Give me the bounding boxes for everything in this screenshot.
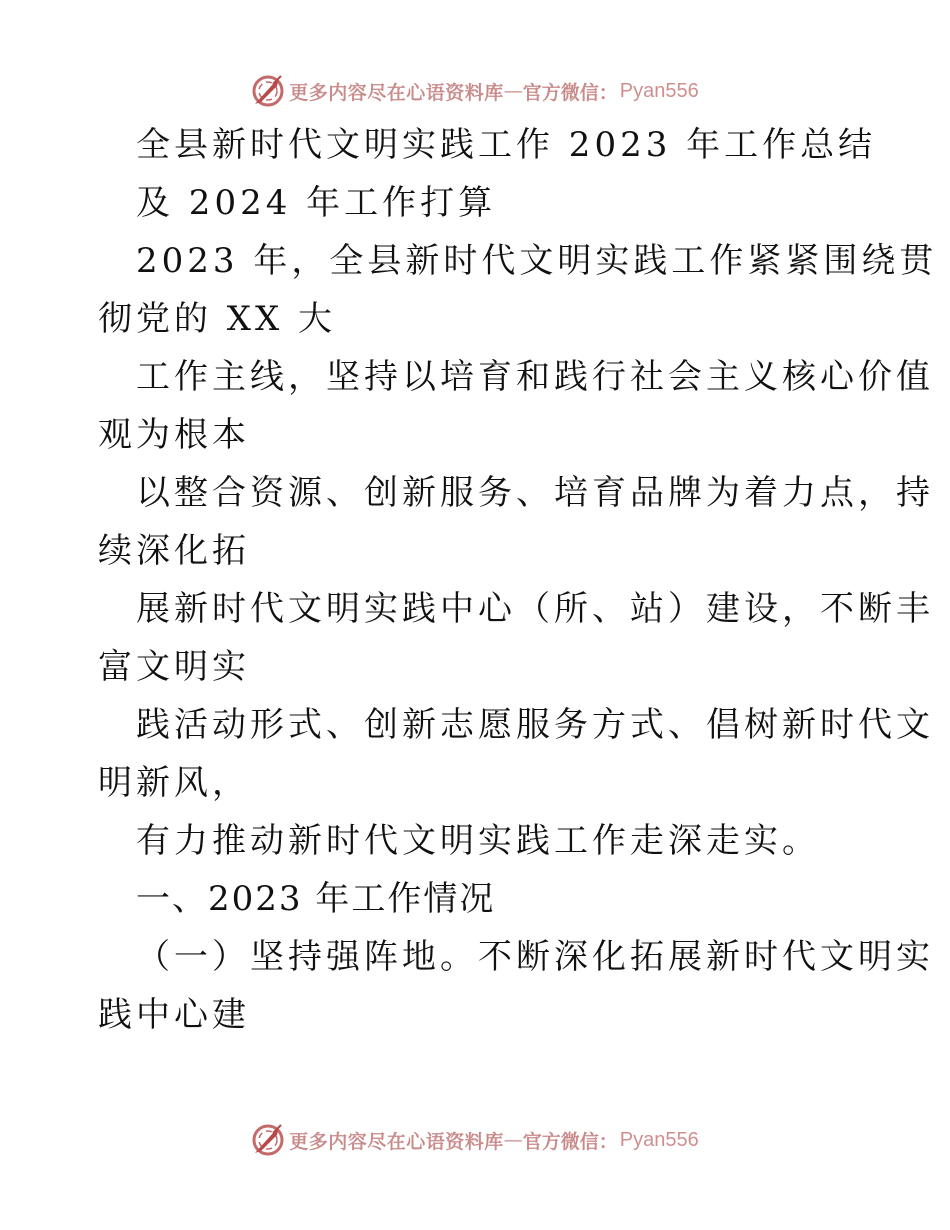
watermark-wechat-label: 官方微信： (522, 81, 618, 104)
watermark-wechat-id: Pyan556 (619, 79, 699, 102)
watermark-banner-bottom (0, 1120, 950, 1160)
paragraph-line: 践活动形式、创新志愿服务方式、倡树新时代文 (136, 705, 934, 745)
watermark-wechat-label: 官方微信： (522, 1130, 618, 1153)
paragraph-line: 续深化拓 (98, 531, 250, 571)
watermark-banner-top (0, 71, 950, 111)
watermark-wechat-id: Pyan556 (619, 1128, 699, 1151)
paragraph-line: 展新时代文明实践中心（所、站）建设，不断丰 (136, 589, 934, 629)
paragraph-line: 2023 年，全县新时代文明实践工作紧紧围绕贯 (136, 241, 938, 281)
subsection-line: 践中心建 (98, 995, 250, 1035)
paragraph-line: 观为根本 (98, 415, 250, 455)
paragraph-line: 彻党的 XX 大 (98, 299, 337, 339)
paragraph-line: 以整合资源、创新服务、培育品牌为着力点，持 (136, 473, 934, 513)
document-body (98, 116, 938, 1044)
paragraph-line: 明新风， (98, 763, 250, 803)
quill-logo-icon (251, 1123, 285, 1157)
watermark-text: 更多内容尽在心语资料库 (289, 1130, 504, 1153)
quill-logo-icon (251, 74, 285, 108)
paragraph-line: 工作主线，坚持以培育和践行社会主义核心价值 (136, 357, 934, 397)
watermark-dash: — (503, 80, 523, 102)
paragraph-line: 富文明实 (98, 647, 250, 687)
watermark-dash: — (503, 1129, 523, 1151)
paragraph-line: 有力推动新时代文明实践工作走深走实。 (136, 821, 820, 861)
title-line-2: 及 2024 年工作打算 (136, 183, 497, 223)
section-heading: 一、2023 年工作情况 (136, 879, 496, 919)
title-line-1: 全县新时代文明实践工作 2023 年工作总结 (136, 125, 877, 165)
subsection-line: （一）坚持强阵地。不断深化拓展新时代文明实 (136, 937, 934, 977)
watermark-text: 更多内容尽在心语资料库 (289, 81, 504, 104)
